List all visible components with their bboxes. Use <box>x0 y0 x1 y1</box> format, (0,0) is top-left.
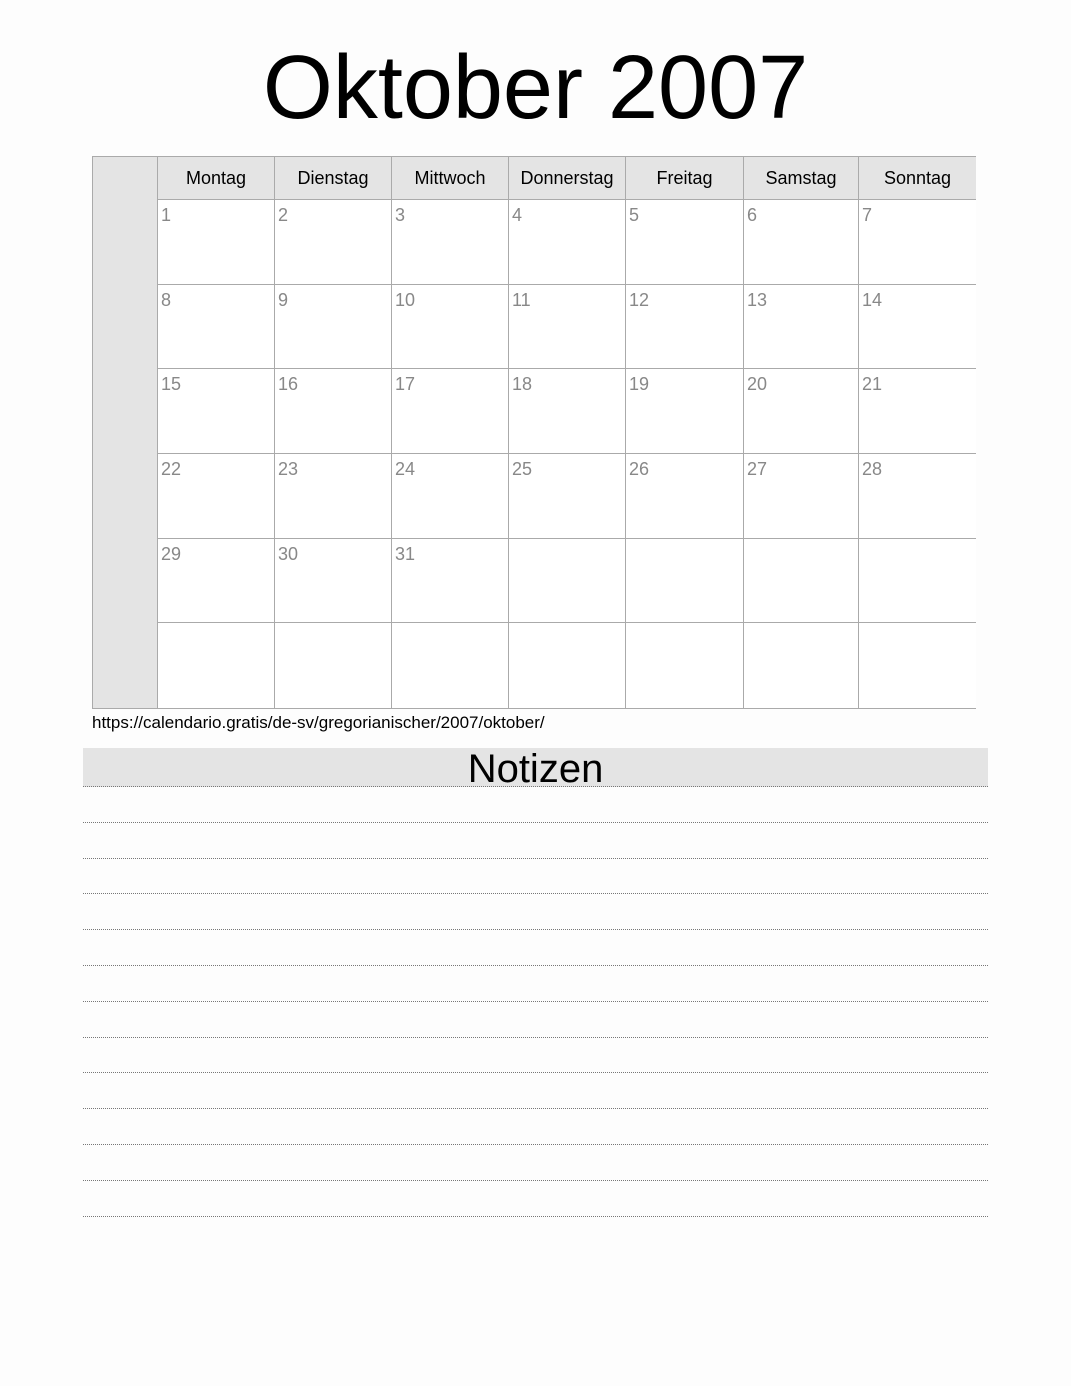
day-cell <box>859 623 976 708</box>
source-url: https://calendario.gratis/de-sv/gregorianischer/2007/oktober/ <box>92 713 545 732</box>
day-cell: 13 <box>744 285 859 370</box>
day-cell: 2 <box>275 200 392 285</box>
note-line <box>83 858 988 859</box>
note-line <box>83 1037 988 1038</box>
day-cell: 11 <box>509 285 626 370</box>
weekday-header: Samstag <box>744 157 859 200</box>
day-cell: 20 <box>744 369 859 454</box>
day-cell: 24 <box>392 454 509 539</box>
weekday-header: Dienstag <box>275 157 392 200</box>
day-cell <box>392 623 509 708</box>
note-line <box>83 965 988 966</box>
weekday-header: Mittwoch <box>392 157 509 200</box>
day-cell <box>275 623 392 708</box>
note-line <box>83 1001 988 1002</box>
day-cell: 17 <box>392 369 509 454</box>
day-cell <box>158 623 275 708</box>
day-cell: 22 <box>158 454 275 539</box>
day-cell <box>626 623 744 708</box>
note-line <box>83 1144 988 1145</box>
day-cell: 28 <box>859 454 976 539</box>
day-cell: 14 <box>859 285 976 370</box>
day-cell: 21 <box>859 369 976 454</box>
day-cell: 16 <box>275 369 392 454</box>
day-cell: 10 <box>392 285 509 370</box>
note-line <box>83 1180 988 1181</box>
day-cell: 5 <box>626 200 744 285</box>
day-cell: 12 <box>626 285 744 370</box>
weekday-header: Sonntag <box>859 157 976 200</box>
day-cell: 4 <box>509 200 626 285</box>
weekday-header: Donnerstag <box>509 157 626 200</box>
page-title: Oktober 2007 <box>262 38 809 138</box>
calendar-grid <box>92 156 976 709</box>
day-cell: 23 <box>275 454 392 539</box>
day-cell: 18 <box>509 369 626 454</box>
day-cell: 15 <box>158 369 275 454</box>
day-cell: 27 <box>744 454 859 539</box>
calendar-table <box>158 157 975 708</box>
day-cell <box>744 623 859 708</box>
note-line <box>83 1072 988 1073</box>
week-number-column <box>93 157 158 708</box>
note-line <box>83 1108 988 1109</box>
day-cell <box>626 539 744 624</box>
day-cell: 3 <box>392 200 509 285</box>
note-line <box>83 822 988 823</box>
day-cell: 6 <box>744 200 859 285</box>
day-cell: 19 <box>626 369 744 454</box>
weekday-header: Freitag <box>626 157 744 200</box>
weekday-header: Montag <box>158 157 275 200</box>
day-cell: 31 <box>392 539 509 624</box>
day-cell <box>509 539 626 624</box>
day-cell: 29 <box>158 539 275 624</box>
day-cell <box>744 539 859 624</box>
day-cell: 26 <box>626 454 744 539</box>
day-cell <box>509 623 626 708</box>
notes-heading: Notizen <box>83 748 988 787</box>
day-cell <box>859 539 976 624</box>
note-line <box>83 893 988 894</box>
day-cell: 9 <box>275 285 392 370</box>
day-cell: 25 <box>509 454 626 539</box>
day-cell: 1 <box>158 200 275 285</box>
note-line <box>83 929 988 930</box>
day-cell: 30 <box>275 539 392 624</box>
day-cell: 7 <box>859 200 976 285</box>
day-cell: 8 <box>158 285 275 370</box>
note-line <box>83 1216 988 1217</box>
